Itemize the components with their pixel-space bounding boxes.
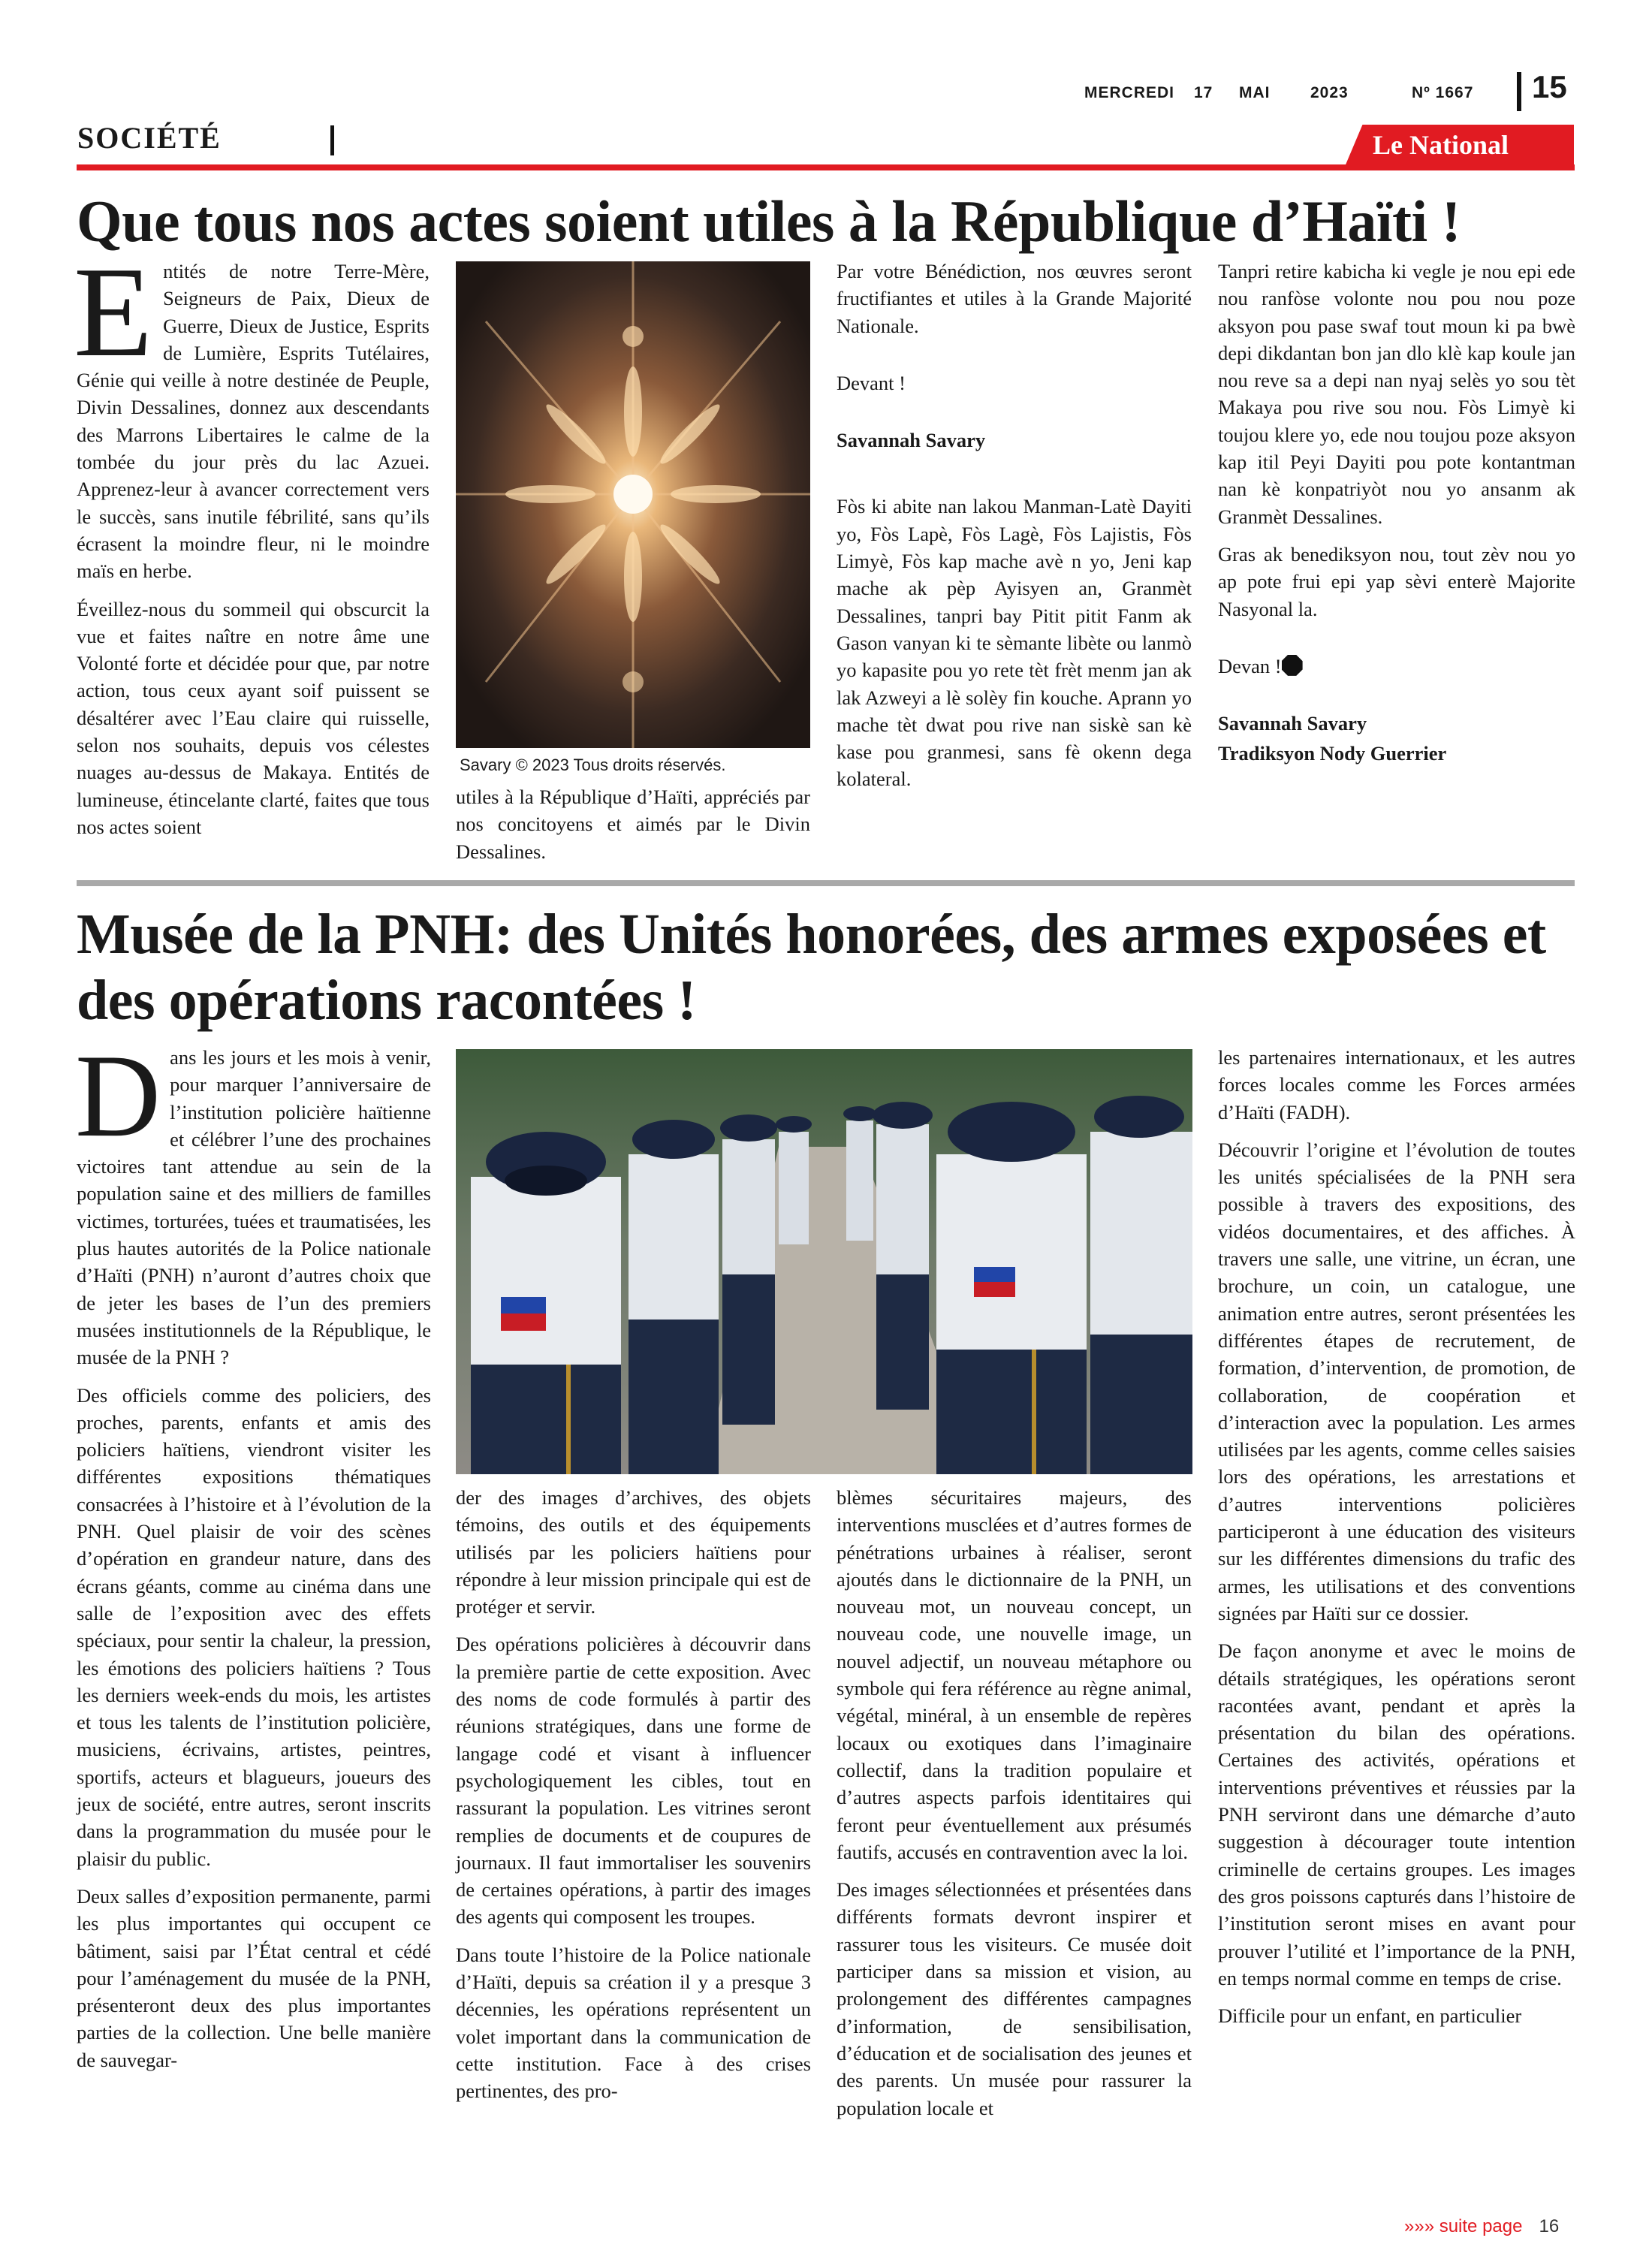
article2-title: Musée de la PNH: des Unités honorées, des armes exposées et des opérations racontées ! (77, 903, 1546, 1032)
page-number: 15 (1532, 69, 1567, 104)
article-separator (77, 880, 1575, 886)
article1-dropcap: E (74, 241, 153, 384)
article2-paragraph: blèmes sécuritaires majeurs, des interventions musclées et d’autres formes de pénétrations urbaines à réaliser, seront ajoutés dans le dictionnaire de la PNH, un nouveau mot, un nouveau concept, un nouveau code, une nouvelle image, un nouvel adjectif, un nouveau métaphore ou symbole qui fera référence au règne animal, végétal, minéral, à un ensemble de repères locaux ou exotiques dans l’imaginaire collectif, dans la tradition populaire et d’autres aspects parfois identitaires qui feront peur éventuellement aux présumés fautifs, accusés en contravention avec la loi. (837, 1486, 1192, 1863)
article1-title: Que tous nos actes soient utiles à la République d’Haïti ! (77, 189, 1461, 254)
end-mark-icon (1282, 655, 1303, 676)
header-day: MERCREDI (1084, 84, 1175, 101)
article1-author: Savannah Savary (837, 429, 986, 452)
article1-paragraph: Gras ak benediksyon nou, tout zèv nou yo ap pote frui epi yap sèvi enterè Majorite Nasyonal la. (1218, 542, 1575, 620)
article1-paragraph: utiles à la République d’Haïti, appréciés par nos concitoyens et aimés par le Divin Dessalines. (456, 786, 810, 863)
article1-exclamation: Devant ! (837, 371, 906, 394)
article2-paragraph: Des opérations policières à découvrir dans la première partie de cette exposition. Avec des noms de code formulés à partir des réunions stratégiques, dans une forme de langage codé et visant à influencer psychologiquement les cibles, tout en rassurant la population. Les vitrines seront remplies de documents et de coupures de journaux. Il faut immortaliser les souvenirs de certaines opérations, à partir des images des agents qui composent les troupes. (456, 1633, 811, 1929)
header-rule (77, 164, 1575, 170)
article1-exclamation: Devan ! (1218, 654, 1282, 677)
article2-paragraph: Dans toute l’histoire de la Police nationale d’Haïti, depuis sa création il y a presque 3 décennies, les opérations représentent un volet important dans la communication de cette institution. Face à des crises pertinentes, des pro- (456, 1943, 811, 2103)
article1-paragraph: Fòs ki abite nan lakou Manman-Latè Dayiti yo, Fòs Lapè, Fòs Lagè, Fòs Lajistis, Fòs Limyè, Fòs kap mache avè n yo, Jeni kap mache ak pèp Ayisyen an, Granmèt Dessalines, tanpri bay Pitit pitit Fanm ak Gason vanyan ki te sèmante libète ou lanmò yo kapasite pou yo rete tèt frèt menm jan ak lak Azweyi a lè solèy fin kouche. Aprann yo mache tèt dwat pou rive nan siskè san kè kase pou granmesi, sans fè okenn dega kolateral. (837, 495, 1192, 791)
article2-paragraph: ans les jours et les mois à venir, pour marquer l’anniversaire de l’institution policière haïtienne et célébrer l’une des prochaines victoires tant attendue au sein de la population saine et des milliers de familles victimes, torturées, tuées et traumatisées, les plus hautes autorités de la Police nationale d’Haïti (PNH) n’auront d’autres choix que de jeter les bases de l’un des premiers musées institutionnels de la République, le musée de la PNH ? (77, 1046, 431, 1369)
header-date: 17 (1194, 84, 1213, 101)
article2-paragraph: Des images sélectionnées et présentées dans différents formats devront inspirer et rassurer tous les visiteurs. Ce musée doit participer dans sa mission et vision, au prolongement des différentes campagnes d’information, de sensibilisation, d’éducation et de socialisation des jeunes et des parents. Un musée pour rassurer la population locale et (837, 1878, 1192, 2119)
article2-paragraph: Découvrir l’origine et l’évolution de toutes les unités spécialisées de la PNH sera possible à travers des expositions, des vidéos documentaires, et des affiches. À travers une salle, une vitrine, un écran, une brochure, un coin, un catalogue, une animation entre autres, seront présentées les différentes étapes de recrutement, de formation, d’intervention, de promotion, de collaboration, de coopération et d’interaction avec la population. Les armes utilisées par les agents, comme celles saisies lors des opérations, les arrestations et d’autres interventions policières participeront à une éducation des visiteurs sur les différentes dimensions du trafic des armes, les utilisations et des conventions signées par Haïti sur ce dossier. (1218, 1138, 1575, 1624)
page-number-divider (1517, 72, 1521, 111)
article2-paragraph: Deux salles d’exposition permanente, parmi les plus importantes qui occupent ce bâtiment, saisi par l’État central et cédé pour l’aménagement du musée de la PNH, présenteront deux des plus importantes parties de la collection. Une belle manière de sauvegar- (77, 1884, 431, 2071)
article2-paragraph: les partenaires internationaux, et les autres forces locales comme les Forces armées d’Haïti (FADH). (1218, 1046, 1575, 1123)
article2-paragraph: Difficile pour un enfant, en particulier (1218, 2004, 1522, 2028)
article1-translator: Tradiksyon Nody Guerrier (1218, 742, 1447, 765)
article1-photo (456, 261, 810, 748)
photo-caption: Savary © 2023 Tous droits réservés. (460, 756, 726, 774)
header-year: 2023 (1310, 84, 1349, 101)
article2-paragraph: De façon anonyme et avec le moins de détails stratégiques, les opérations seront racontées avant, pendant et après la présentation du bilan des opérations. Certaines des activités, opérations et interventions préventives et réussies par la PNH serviront dans une démarche d’auto suggestion à décourager toute intention criminelle de certains groupes. Les images des gros poissons capturés dans l’histoire de l’institution seront mises en avant pour prouver l’utilité et l’importance de la PNH, en temps normal comme en temps de crise. (1218, 1639, 1575, 1989)
article2-column-3 (837, 1484, 1192, 2132)
article2-dropcap: D (75, 1030, 161, 1162)
header-issue: Nº 1667 (1412, 84, 1474, 101)
article2-paragraph: Des officiels comme des policiers, des proches, parents, enfants et amis des policiers haïtiens, viendront visiter les différentes expositions thématiques consacrées à l’histoire et à l’évolution de la PNH. Quel plaisir de voir des scènes d’opération en grandeur nature, dans des écrans géants, comme au cinéma dans une salle de l’exposition avec des effets spéciaux, pour sentir la chaleur, la pression, les émotions des policiers haïtiens ? Tous les derniers week-ends du mois, les artistes et tous les talents de l’institution policière, musiciens, écrivains, artistes, peintres, sportifs, acteurs et blagueurs, joueurs des jeux de société, entre autres, seront inscrits dans la programmation du musée pour le plaisir du public. (77, 1383, 431, 1870)
article1-author: Savannah Savary (1218, 712, 1367, 735)
continued-link[interactable] (1404, 2216, 1559, 2237)
continued-label: »»» suite page (1404, 2216, 1523, 2236)
article1-paragraph: ntités de notre Terre-Mère, Seigneurs de Paix, Dieux de Guerre, Dieux de Justice, Esprits de Lumière, Esprits Tutélaires, Génie qui veille à notre destinée de Peuple, Divin Dessalines, donnez aux descendants des Marrons Libertaires le calme de la tombée du jour près du lac Azuei. Apprenez-leur à avancer correctement vers le succès, sans inutile fébrilité, sans qu’ils écrasent la moindre fleur, ni le moindre maïs en herbe. (77, 260, 430, 583)
article2-column-4 (1218, 1044, 1575, 2040)
article1-paragraph: Par votre Bénédiction, nos œuvres seront fructifiantes et utiles à la Grande Majorité Nationale. (837, 260, 1192, 337)
article1-column-3 (837, 258, 1192, 804)
article2-column-2 (456, 1484, 811, 2116)
newspaper-name: Le National (1373, 130, 1509, 160)
header-month: MAI (1239, 84, 1271, 101)
article1-column-1 (74, 241, 430, 851)
continued-page: 16 (1539, 2216, 1560, 2236)
section-divider (330, 125, 334, 155)
article1-column-2 (456, 783, 810, 876)
article1-column-4 (1218, 258, 1575, 778)
police-parade-photo (456, 1049, 1192, 1474)
section-title: SOCIÉTÉ (77, 121, 222, 155)
article2-paragraph: der des images d’archives, des objets témoins, des outils et des équipements utilisés par les policiers haïtiens pour répondre à leur mission principale qui est de protéger et servir. (456, 1486, 811, 1618)
chandelier-photo (456, 261, 810, 748)
article2-column-1 (75, 1030, 431, 2084)
article2-photo (456, 1049, 1192, 1474)
article1-paragraph: Tanpri retire kabicha ki vegle je nou epi ede nou ranfòse volonte nou pou nou poze aksyon pou pase swaf tout moun ki pa bwè depi dikdantan bon jan dlo klè kap koule jan nou reve sa a depi nan nyaj selès yo sou tèt Makaya pou rive sou nou. Fòs Limyè ki toujou klere yo, ede nou toujou poze aksyon kap itil Peyi Dayiti pou pote kontantman nan kè konpatriyòt nou yo ansanm ak Granmèt Dessalines. (1218, 260, 1575, 528)
article1-paragraph: Éveillez-nous du sommeil qui obscurcit la vue et faites naître en notre âme une Volonté forte et décidée pour que, par notre action, tous ceux ayant soif puissent se désaltérer avec l’Eau claire qui ruisselle, selon nos souhaits, depuis vos célestes nuages au-dessus de Makaya. Entités de lumineuse, étincelante clarté, faites que tous nos actes soient (77, 597, 430, 838)
